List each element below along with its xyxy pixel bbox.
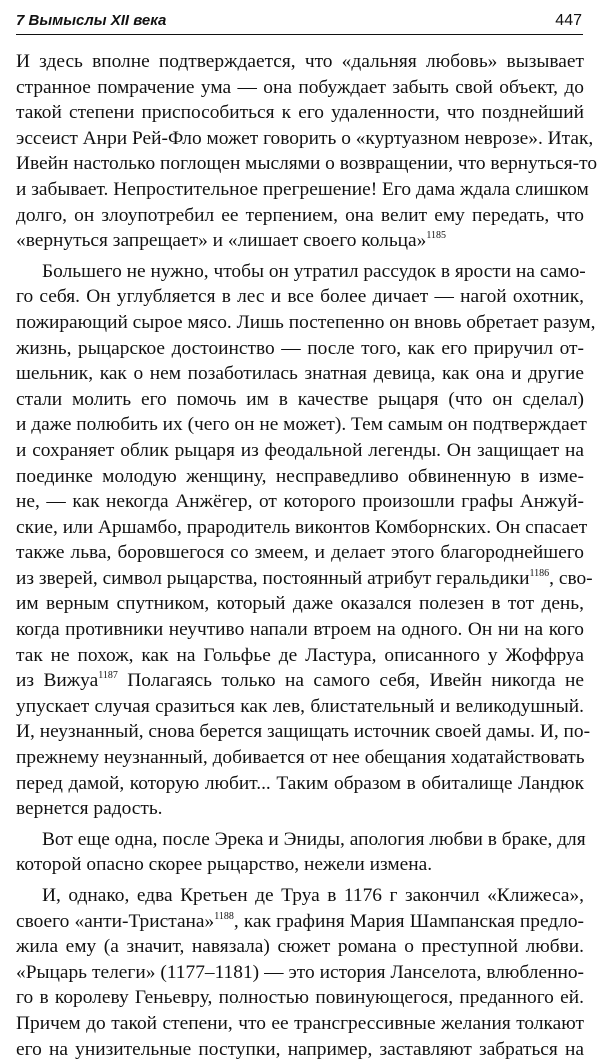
- text-line: упускает случая сразиться как лев, блистательный и великодушный.: [16, 695, 584, 717]
- text-line: «Рыцарь телеги» (1177–1181) — это история Ланселота, влюбленно-: [16, 961, 584, 983]
- text-line: Ивейн настолько поглощен мыслями о возвращении, что вернуться-то: [16, 153, 598, 175]
- text-line: [16, 668, 584, 694]
- text-line: которой опасно скорее рыцарство, нежели измена.: [16, 854, 433, 876]
- text-line: им верным спутником, который даже оказался полезен в тот день,: [16, 593, 584, 615]
- text-segment: «вернуться запрещает» и «лишает своего кольца»: [16, 230, 427, 252]
- text-line: жизнь, рыцарское достоинство — после того, как его приручил от-: [16, 337, 584, 359]
- text-line: ские, или Аршамбо, прародитель виконтов Комборнских. Он спасает: [16, 516, 588, 538]
- footnote-ref: 1185: [426, 230, 446, 242]
- text-line: прежнему неузнанный, добивается от нее обещания ходатайствовать: [16, 747, 585, 769]
- text-line: И здесь вполне подтверждается, что «дальняя любовь» вызывает: [16, 51, 584, 72]
- text-line: поединке молодую женщину, несправедливо обвиненную в изме-: [16, 465, 584, 487]
- text-segment: своего «анти-Тристана»: [16, 910, 215, 932]
- text-line: когда противники неучтиво напали втроем на одного. Он ни на кого: [16, 619, 584, 641]
- text-segment: Полагаясь только на самого себя, Ивейн никогда не: [117, 670, 584, 692]
- text-line: странное помрачение ума — она побуждает забыть свой объект, до: [16, 76, 584, 98]
- text-line: шельник, как о нем позаботилась знатная девица, как она и другие: [16, 363, 584, 385]
- text-line: го в королеву Геньевру, полностью повинующегося, преданного ей.: [16, 987, 584, 1009]
- text-segment: , сво-: [549, 567, 593, 589]
- footnote-ref: 1187: [98, 670, 118, 682]
- text-line: эссеист Анри Рей-Фло может говорить о «куртуазном неврозе». Итак,: [16, 127, 594, 149]
- text-line: стали молить его помочь им в качестве рыцаря (что он сделал): [16, 388, 584, 410]
- text-line: го себя. Он углубляется в лес и все более дичает — нагой охотник,: [16, 286, 584, 308]
- text-line: долго, он злоупотребил ее терпением, она велит ему передать, что: [16, 204, 584, 226]
- paragraph: [16, 49, 598, 254]
- text-segment: , как графиня Мария Шампанская предло-: [233, 910, 585, 932]
- text-line: жила ему (а значит, навязала) сюжет романа о преступной любви.: [16, 936, 584, 958]
- text-line: также льва, боровшегося со змеем, и делает этого благороднейшего: [16, 542, 584, 564]
- page-number: 447: [555, 12, 582, 29]
- text-line: и даже полюбить их (чего он не может). Тем самым он подтверждает: [16, 414, 587, 436]
- page-header: [16, 10, 582, 36]
- text-line: И, однако, едва Кретьен де Труа в 1176 г закончил «Клижеса»,: [42, 885, 584, 906]
- text-line: пожирающий сырое мясо. Лишь постепенно он вновь обретает разум,: [16, 311, 596, 333]
- text-line: так не похож, как на Гольфье де Ластура, описанного у Жоффруа: [16, 644, 584, 666]
- text-segment: из зверей, символ рыцарства, постоянный атрибут геральдики: [16, 567, 530, 589]
- text-line: Большего не нужно, чтобы он утратил рассудок в ярости на само-: [42, 260, 586, 282]
- paragraph: [16, 883, 584, 1062]
- paragraph: [16, 259, 596, 822]
- text-line: перед дамой, которую любит... Таким образом в обиталище Ландюк: [16, 772, 584, 794]
- text-line: И, неузнанный, снова берется защищать источник своей дамы. И, по-: [16, 721, 591, 743]
- running-head: 7 Вымыслы XII века: [16, 12, 167, 29]
- text-line: не, — как некогда Анжёгер, от которого произошли графы Анжуй-: [16, 491, 584, 513]
- text-line: Причем до такой степени, что ее трансгрессивные желания толкают: [16, 1012, 584, 1034]
- text-line: Вот еще одна, после Эрека и Эниды, апология любви в браке, для: [42, 828, 586, 850]
- header-rule: [16, 34, 583, 35]
- text-line: его на унизительные поступки, например, заставляют забраться на: [16, 1038, 584, 1060]
- text-line: и забывает. Непростительное прегрешение! Его дама ждала слишком: [16, 178, 589, 200]
- text-line: вернется радость.: [16, 798, 163, 820]
- text-line: такой степени приспособиться к его удаленности, что позднейший: [16, 102, 584, 124]
- text-line: [16, 909, 584, 935]
- text-line: и сохраняет облик рыцаря из феодальной легенды. Он защищает на: [16, 439, 584, 461]
- paragraph: [16, 827, 584, 878]
- footnote-ref: 1188: [214, 910, 234, 922]
- body-text: [16, 49, 598, 1062]
- text-segment: из Вижуа: [16, 670, 99, 692]
- text-line: [16, 566, 593, 592]
- text-line: [16, 228, 584, 254]
- footnote-ref: 1186: [529, 567, 550, 579]
